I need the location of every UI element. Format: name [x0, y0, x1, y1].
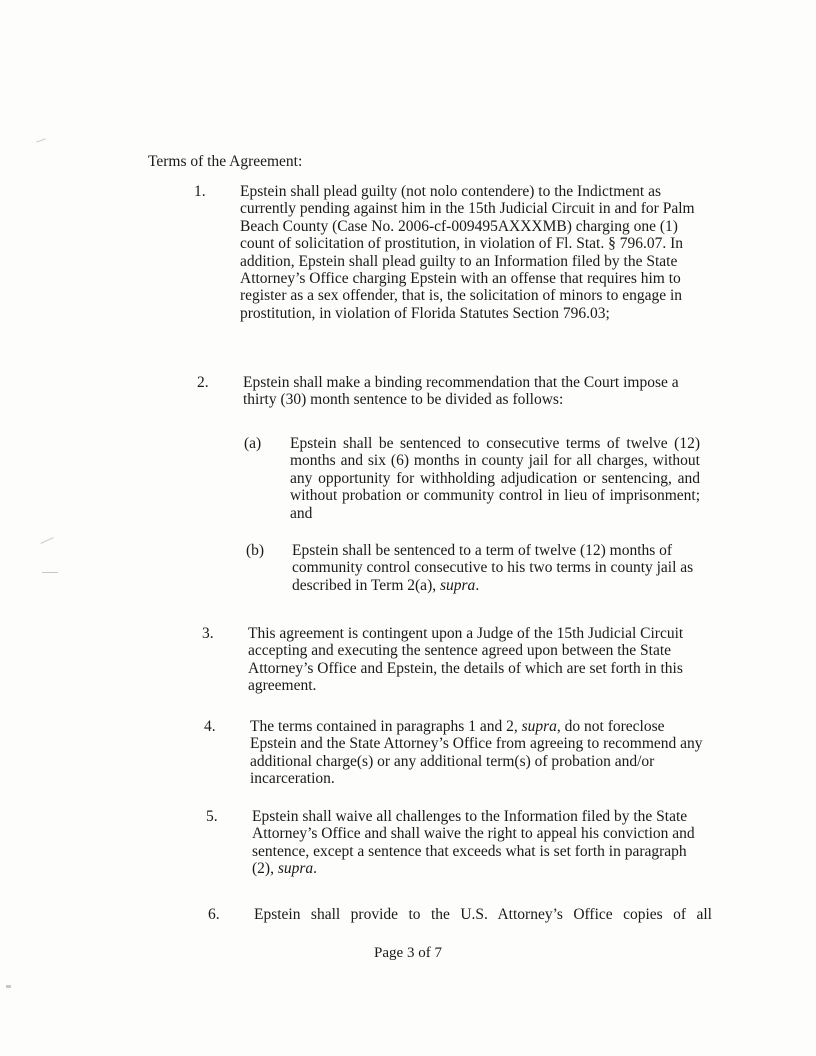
item-text-italic: supra	[277, 860, 314, 878]
item-number: 6.	[208, 906, 220, 923]
scan-mark	[6, 985, 11, 988]
scan-mark	[40, 537, 53, 544]
sub-item-letter: (a)	[244, 435, 262, 452]
item-number: 4.	[204, 718, 216, 735]
item-text: Epstein shall make a binding recommendation that the Court impose a thirty (30) month sentence to be divided as follows:	[243, 374, 679, 409]
sub-item-text-italic: supra	[439, 576, 476, 594]
item-text-after: .	[313, 860, 318, 878]
item-text-before: The terms contained in paragraphs 1 and 2,	[250, 718, 522, 735]
scan-mark	[42, 572, 58, 573]
item-text-before: Epstein shall waive all challenges to the Information filed by the State Attorney’s Office and shall waive the right to appeal his conviction and sentence, except a sentence that exceeds what is set forth in paragraph (2),	[252, 808, 695, 878]
sub-item-text: Epstein shall be sentenced to consecutive terms of twelve (12) months and six (6) months in county jail for all charges, without any opportunity for withholding adjudication or sentencing, and without probation or community control in lieu of imprisonment; and	[290, 435, 700, 522]
sub-item-letter: (b)	[246, 542, 265, 559]
item-number: 5.	[206, 808, 218, 825]
sub-item-text	[292, 542, 702, 594]
page-footer: Page 3 of 7	[374, 945, 442, 961]
sub-item-text-before: Epstein shall be sentenced to a term of twelve (12) months of community control consecutive to his two terms in county jail as described in Term 2(a),	[292, 542, 694, 594]
item-text: This agreement is contingent upon a Judge of the 15th Judicial Circuit accepting and executing the sentence agreed upon between the State Attorney’s Office and Epstein, the details of which are set forth in this agreement.	[248, 625, 684, 695]
item-text	[252, 808, 710, 878]
scan-mark	[36, 138, 46, 142]
item-text: Epstein shall plead guilty (not nolo contendere) to the Indictment as currently pending against him in the 15th Judicial Circuit in and for Palm Beach County (Case No. 2006-cf-009495AXXXMB) charging one (1) count of solicitation of prostitution, in violation of Fl. Stat. § 796.07. In addition, Epstein shall plead guilty to an Information filed by the State Attorney’s Office charging Epstein with an offense that requires him to register as a sex offender, that is, the solicitation of minors to engage in prostitution, in violation of Florida Statutes Section 796.03;	[240, 183, 695, 322]
sub-item-text-after: .	[475, 576, 480, 594]
item-number: 1.	[194, 183, 206, 200]
section-heading: Terms of the Agreement:	[148, 153, 303, 170]
item-text	[250, 718, 708, 788]
item-text: Epstein shall provide to the U.S. Attorney’s Office copies of all	[254, 906, 712, 923]
item-number: 3.	[202, 625, 214, 642]
item-text-italic: supra	[521, 718, 557, 735]
item-number: 2.	[197, 374, 209, 391]
item-text-after: , do not foreclose Epstein and the State Attorney’s Office from agreeing to recommend any additional charge(s) or any additional term(s) of probation and/or incarceration.	[250, 718, 703, 788]
